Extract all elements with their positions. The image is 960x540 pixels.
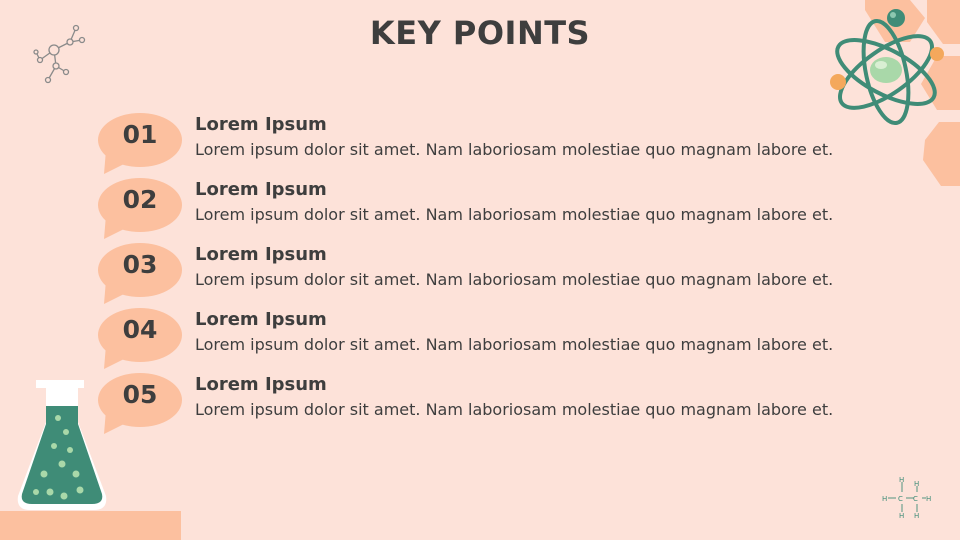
- flask-stand: [0, 511, 181, 540]
- item-text: Lorem ipsum dolor sit amet. Nam laboriosam molestiae quo magnam labore et.: [195, 335, 834, 354]
- item-text: Lorem ipsum dolor sit amet. Nam laboriosam molestiae quo magnam labore et.: [195, 205, 834, 224]
- number-bubble: [98, 242, 184, 298]
- svg-text:H: H: [914, 480, 920, 488]
- key-point-item: [98, 242, 858, 302]
- svg-text:C: C: [913, 495, 918, 503]
- item-text: Lorem ipsum dolor sit amet. Nam laboriosam molestiae quo magnam labore et.: [195, 140, 834, 159]
- item-number: 04: [122, 315, 158, 344]
- item-number: 03: [122, 250, 158, 279]
- svg-text:H: H: [899, 476, 905, 484]
- number-bubble: [98, 112, 184, 168]
- svg-text:H: H: [899, 512, 905, 520]
- key-point-item: [98, 177, 858, 237]
- slide-title: KEY POINTS: [369, 14, 591, 52]
- item-title: Lorem Ipsum: [195, 114, 327, 135]
- item-title: Lorem Ipsum: [195, 374, 327, 395]
- item-number: 05: [122, 380, 158, 409]
- item-text: Lorem ipsum dolor sit amet. Nam laboriosam molestiae quo magnam labore et.: [195, 400, 834, 419]
- chemical-formula-icon: [880, 476, 932, 520]
- item-title: Lorem Ipsum: [195, 309, 327, 330]
- number-bubble: [98, 177, 184, 233]
- key-point-item: [98, 372, 858, 432]
- item-text: Lorem ipsum dolor sit amet. Nam laboriosam molestiae quo magnam labore et.: [195, 270, 834, 289]
- key-point-item: [98, 307, 858, 367]
- flask-icon: [14, 378, 110, 512]
- svg-text:C: C: [898, 495, 903, 503]
- svg-text:H: H: [914, 512, 920, 520]
- svg-text:H: H: [926, 495, 932, 503]
- item-number: 01: [122, 120, 158, 149]
- item-title: Lorem Ipsum: [195, 179, 327, 200]
- number-bubble: [98, 307, 184, 363]
- key-point-item: [98, 112, 858, 172]
- number-bubble: [98, 372, 184, 428]
- svg-text:H: H: [882, 495, 888, 503]
- item-number: 02: [122, 185, 158, 214]
- item-title: Lorem Ipsum: [195, 244, 327, 265]
